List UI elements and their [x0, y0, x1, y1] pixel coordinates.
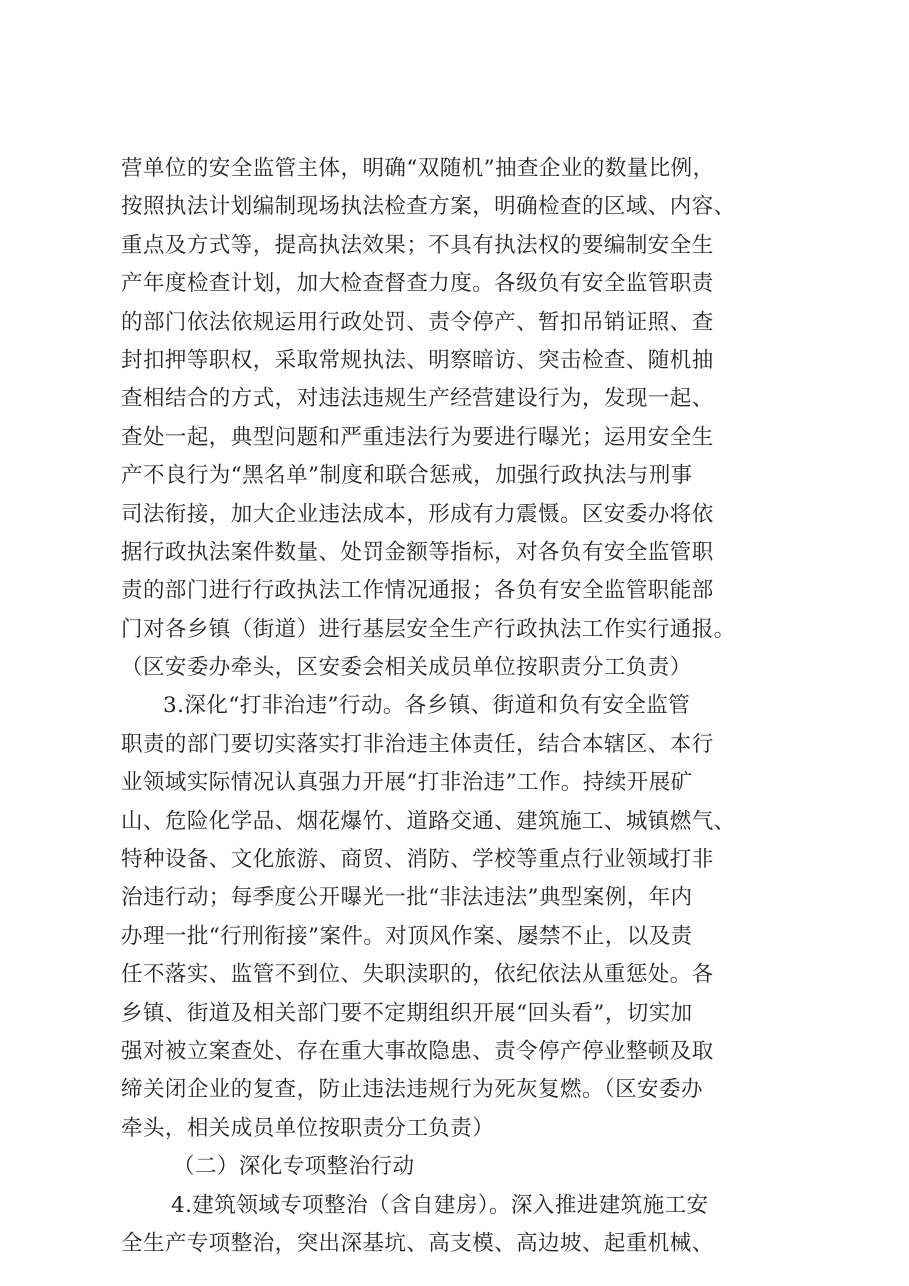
text-line: 司法衔接，加大企业违法成本，形成有力震慑。区安委办将依	[121, 501, 714, 527]
text-line: 牵头，相关成员单位按职责分工负责）	[121, 1115, 495, 1141]
text-line: 封扣押等职权，采取常规执法、明察暗访、突击检查、随机抽	[121, 347, 714, 373]
text-line: 门对各乡镇（街道）进行基层安全生产行政执法工作实行通报。	[121, 616, 736, 642]
section-heading: （二）深化专项整治行动	[173, 1154, 415, 1180]
text-line: 山、危险化学品、烟花爆竹、道路交通、建筑施工、城镇燃气、	[121, 808, 736, 834]
text-line: 营单位的安全监管主体，明确“双随机”抽查企业的数量比例，	[121, 156, 715, 181]
paragraph-first-line: 4.建筑领域专项整治（含自建房）。深入推进建筑施工安	[171, 1192, 709, 1218]
paragraph-first-line: 3.深化“打非治违”行动。各乡镇、街道和负有安全监管	[163, 693, 691, 719]
text-line: 强对被立案查处、存在重大事故隐患、责令停产停业整顿及取	[121, 1038, 714, 1064]
text-line: 特种设备、文化旅游、商贸、消防、学校等重点行业领域打非	[121, 847, 714, 873]
text-line: 查处一起，典型问题和严重违法行为要进行曝光；运用安全生	[121, 424, 714, 450]
text-line: 产不良行为“黑名单”制度和联合惩戒，加强行政执法与刑事	[121, 463, 693, 489]
document-body	[121, 150, 821, 1263]
text-line: 重点及方式等，提高执法效果；不具有执法权的要编制安全生	[121, 232, 714, 258]
text-line: 查相结合的方式，对违法违规生产经营建设行为，发现一起、	[121, 386, 714, 412]
text-line: 职责的部门要切实落实打非治违主体责任，结合本辖区、本行	[121, 731, 714, 757]
text-line: 任不落实、监管不到位、失职渎职的，依纪依法从重惩处。各	[121, 962, 714, 988]
text-line: 产年度检查计划，加大检查督查力度。各级负有安全监管职责	[121, 271, 714, 297]
text-line: 按照执法计划编制现场执法检查方案，明确检查的区域、内容、	[121, 194, 736, 220]
text-line: 缔关闭企业的复查，防止违法违规行为死灰复燃。（区安委办	[121, 1077, 703, 1103]
text-line: 责的部门进行行政执法工作情况通报；各负有安全监管职能部	[121, 578, 714, 604]
text-line: 全生产专项整治，突出深基坑、高支模、高边坡、起重机械、	[121, 1230, 714, 1256]
paragraph-law-enforcement	[121, 150, 821, 687]
text-line: 的部门依法依规运用行政处罚、责令停产、暂扣吊销证照、查	[121, 309, 714, 335]
paragraph-construction-rectification	[121, 1187, 821, 1264]
text-line: 办理一批“行刑衔接”案件。对顶风作案、屡禁不止，以及责	[121, 923, 693, 949]
paragraph-crackdown-action	[121, 687, 821, 1148]
text-line: 据行政执法案件数量、处罚金额等指标，对各负有安全监管职	[121, 539, 714, 565]
text-line: 业领域实际情况认真强力开展“打非治违”工作。持续开展矿	[121, 770, 693, 796]
text-line: 乡镇、街道及相关部门要不定期组织开展“回头看”，切实加	[121, 1000, 693, 1026]
text-line: 治违行动；每季度公开曝光一批“非法违法”典型案例，年内	[121, 885, 693, 911]
text-line: （区安委办牵头，区安委会相关成员单位按职责分工负责）	[121, 655, 692, 681]
